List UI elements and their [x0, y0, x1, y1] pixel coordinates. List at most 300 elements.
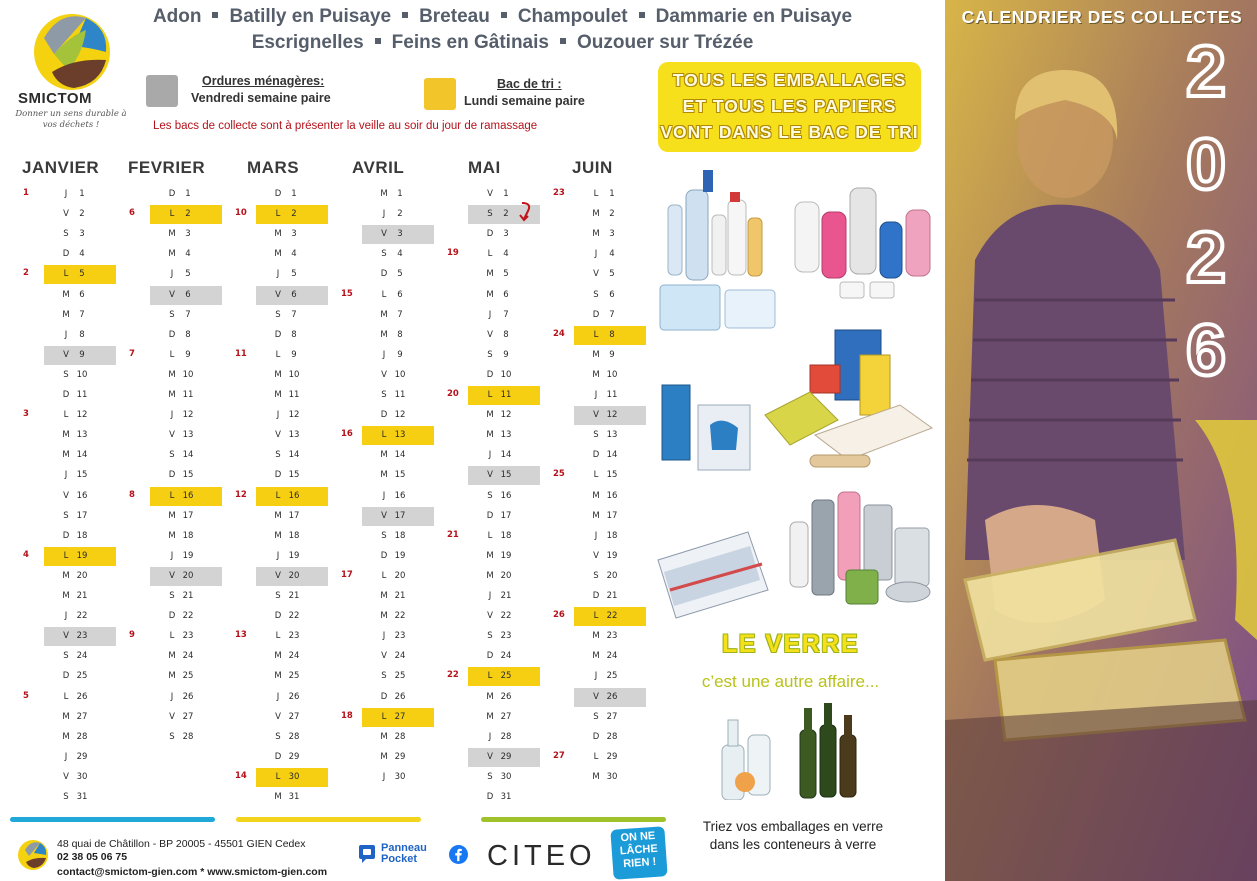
day-of-week: M	[592, 349, 600, 360]
day-row-ordures	[44, 627, 116, 646]
day-number: 28	[182, 731, 194, 742]
day-number: 29	[394, 751, 406, 762]
day-of-week: J	[594, 249, 598, 260]
day-number: 29	[76, 751, 88, 762]
day-row	[150, 185, 222, 204]
day-row	[574, 265, 646, 284]
day-row	[256, 326, 328, 345]
day-of-week: S	[63, 229, 69, 240]
day-row	[362, 688, 434, 707]
day-number: 13	[182, 430, 194, 441]
day-row	[44, 185, 116, 204]
day-of-week: M	[380, 751, 388, 762]
day-row	[574, 527, 646, 546]
day-number: 18	[288, 530, 300, 541]
day-number: 8	[609, 329, 615, 340]
day-row	[574, 286, 646, 305]
day-of-week: M	[62, 570, 70, 581]
day-number: 23	[182, 631, 194, 642]
day-row-tri	[256, 768, 328, 787]
day-of-week: L	[63, 550, 69, 561]
day-of-week: J	[170, 269, 174, 280]
day-row	[468, 306, 540, 325]
day-row-tri	[574, 326, 646, 345]
day-number: 1	[79, 189, 85, 199]
day-of-week: D	[274, 329, 282, 340]
day-number: 31	[76, 792, 88, 802]
panneau-pocket-line: Panneau	[381, 842, 427, 854]
day-row	[150, 326, 222, 345]
day-number: 30	[394, 771, 406, 782]
week-number: 19	[447, 248, 459, 259]
day-of-week: V	[63, 490, 69, 501]
day-number: 6	[397, 289, 403, 300]
day-row	[574, 185, 646, 204]
day-row-ordures	[468, 466, 540, 485]
day-number: 6	[79, 289, 85, 300]
day-of-week: D	[274, 611, 282, 622]
day-number: 27	[394, 711, 406, 722]
day-row	[362, 527, 434, 546]
day-number: 7	[291, 309, 297, 320]
day-number: 16	[606, 490, 618, 501]
day-number: 17	[182, 510, 194, 521]
day-row-tri	[150, 487, 222, 506]
day-of-week: L	[381, 570, 387, 581]
day-row	[574, 346, 646, 365]
tri-title: Bac de tri :	[497, 77, 562, 91]
day-of-week: S	[487, 631, 493, 642]
day-row	[150, 466, 222, 485]
day-row	[468, 788, 540, 807]
day-of-week: M	[168, 671, 176, 682]
day-row	[362, 386, 434, 405]
day-row	[256, 406, 328, 425]
day-row	[574, 567, 646, 586]
day-of-week: L	[169, 490, 175, 501]
day-number: 15	[182, 470, 194, 481]
day-number: 11	[76, 390, 88, 400]
day-number: 25	[182, 671, 194, 682]
commune-name: Batilly en Puisaye	[229, 6, 392, 27]
day-of-week: M	[592, 771, 600, 782]
commune-name: Champoulet	[517, 6, 628, 27]
badge-line: ON NE	[620, 829, 656, 845]
day-row	[256, 607, 328, 626]
day-of-week: D	[168, 189, 176, 199]
day-row	[574, 306, 646, 325]
panneau-pocket-line: Pocket	[381, 853, 418, 865]
day-row-tri	[574, 607, 646, 626]
commune-name: Dammarie en Puisaye	[655, 6, 853, 27]
day-of-week: D	[380, 410, 388, 421]
day-number: 21	[76, 591, 88, 601]
day-number: 22	[500, 611, 512, 622]
day-of-week: M	[274, 510, 282, 521]
day-number: 18	[76, 530, 88, 541]
day-row	[150, 346, 222, 365]
day-of-week: J	[64, 751, 68, 762]
day-of-week: L	[487, 390, 493, 400]
day-row	[468, 326, 540, 345]
week-number: 24	[553, 328, 565, 339]
day-row	[150, 547, 222, 566]
tri-schedule: Lundi semaine paire	[464, 94, 585, 108]
month-name: JANVIER	[22, 158, 100, 177]
day-row-ordures	[574, 406, 646, 425]
day-of-week: V	[169, 711, 175, 722]
day-number: 6	[291, 289, 297, 300]
day-of-week: V	[487, 189, 493, 199]
day-row	[362, 748, 434, 767]
day-number: 24	[500, 651, 512, 662]
day-number: 21	[394, 591, 406, 601]
day-number: 2	[503, 209, 509, 220]
verre-subtitle: c’est une autre affaire...	[701, 672, 880, 691]
day-number: 19	[288, 550, 300, 561]
day-number: 6	[185, 289, 191, 300]
day-of-week: L	[593, 470, 599, 481]
ordures-schedule: Vendredi semaine paire	[191, 91, 331, 105]
day-number: 11	[288, 390, 300, 400]
day-number: 27	[500, 711, 512, 722]
day-of-week: L	[169, 349, 175, 360]
day-row	[256, 587, 328, 606]
day-number: 21	[500, 591, 512, 601]
day-number: 29	[606, 751, 618, 762]
day-row	[468, 426, 540, 445]
day-number: 11	[394, 390, 406, 400]
day-number: 1	[397, 189, 403, 199]
day-of-week: L	[63, 269, 69, 280]
day-number: 6	[503, 289, 509, 300]
day-of-week: L	[487, 249, 493, 260]
day-row	[256, 647, 328, 666]
day-of-week: J	[594, 390, 598, 400]
day-of-week: V	[487, 751, 493, 762]
week-number: 7	[129, 348, 135, 359]
day-number: 11	[182, 390, 194, 400]
day-of-week: V	[275, 570, 281, 581]
day-number: 25	[394, 671, 406, 682]
day-row	[44, 426, 116, 445]
day-row	[150, 647, 222, 666]
day-number: 31	[288, 792, 300, 802]
day-row	[256, 708, 328, 727]
day-of-week: L	[169, 631, 175, 642]
tri-message-line: TOUS LES EMBALLAGES	[672, 70, 907, 90]
collection-reminder: Les bacs de collecte sont à présenter la veille au soir du jour de ramassage	[153, 120, 538, 132]
day-number: 20	[288, 570, 300, 581]
year-digit: 0	[1185, 125, 1227, 205]
day-of-week: L	[381, 289, 387, 300]
day-number: 13	[394, 430, 406, 441]
day-of-week: S	[487, 490, 493, 501]
day-of-week: J	[170, 410, 174, 421]
day-row	[574, 466, 646, 485]
day-row	[44, 647, 116, 666]
day-row	[256, 788, 328, 807]
day-number: 24	[606, 651, 618, 662]
day-of-week: M	[168, 510, 176, 521]
day-of-week: M	[592, 369, 600, 380]
day-number: 3	[291, 229, 297, 240]
day-row	[362, 587, 434, 606]
day-of-week: J	[276, 269, 280, 280]
day-row	[44, 688, 116, 707]
decorative-bar	[481, 817, 666, 822]
day-of-week: D	[486, 369, 494, 380]
verre-note-line: dans les conteneurs à verre	[709, 837, 877, 852]
day-row	[574, 366, 646, 385]
day-number: 8	[397, 329, 403, 340]
week-number: 18	[341, 710, 353, 721]
day-number: 17	[394, 510, 406, 521]
day-number: 2	[397, 209, 403, 220]
recyclable-products-illustration	[650, 160, 945, 800]
day-row	[44, 487, 116, 506]
day-row-tri	[362, 426, 434, 445]
day-row	[256, 245, 328, 264]
day-of-week: D	[486, 651, 494, 662]
day-number: 3	[397, 229, 403, 240]
day-number: 30	[76, 771, 88, 782]
day-of-week: M	[486, 289, 494, 300]
day-row	[44, 587, 116, 606]
day-number: 26	[182, 691, 194, 702]
day-number: 4	[397, 249, 403, 260]
day-number: 26	[394, 691, 406, 702]
week-number: 11	[235, 348, 247, 359]
day-of-week: J	[382, 209, 386, 220]
week-number: 2	[23, 268, 29, 279]
day-row	[468, 647, 540, 666]
day-of-week: M	[592, 510, 600, 521]
footer-contact[interactable]: contact@smictom-gien.com * www.smictom-gien.com	[57, 866, 328, 878]
day-row	[150, 627, 222, 646]
day-row-tri	[256, 205, 328, 224]
day-row	[150, 245, 222, 264]
day-number: 6	[609, 289, 615, 300]
day-number: 25	[606, 671, 618, 682]
day-number: 4	[609, 249, 615, 260]
day-of-week: L	[275, 631, 281, 642]
day-of-week: S	[487, 771, 493, 782]
day-of-week: S	[487, 349, 493, 360]
day-row	[256, 306, 328, 325]
day-row	[256, 667, 328, 686]
day-row	[362, 547, 434, 566]
banner-title: CALENDRIER DES COLLECTES	[961, 7, 1243, 27]
day-of-week: M	[486, 269, 494, 280]
day-number: 7	[503, 309, 509, 320]
day-row	[44, 245, 116, 264]
decorative-bar	[10, 817, 215, 822]
day-number: 18	[606, 530, 618, 541]
day-of-week: S	[593, 430, 599, 441]
day-number: 3	[503, 229, 509, 240]
day-of-week: M	[274, 792, 282, 802]
week-number: 16	[341, 429, 353, 440]
papers-metal-icon	[658, 492, 930, 618]
day-of-week: M	[380, 591, 388, 601]
day-of-week: M	[592, 229, 600, 240]
day-number: 28	[606, 731, 618, 742]
day-number: 21	[288, 591, 300, 601]
week-number: 6	[129, 208, 135, 219]
day-row-tri	[468, 667, 540, 686]
day-row	[362, 768, 434, 787]
day-of-week: L	[169, 209, 175, 220]
day-number: 10	[606, 369, 618, 380]
day-row	[362, 728, 434, 747]
day-of-week: V	[487, 611, 493, 622]
day-number: 22	[394, 611, 406, 622]
day-row-ordures	[150, 286, 222, 305]
day-number: 4	[79, 249, 85, 260]
day-number: 19	[500, 550, 512, 561]
day-number: 10	[500, 369, 512, 380]
day-of-week: M	[486, 430, 494, 441]
day-row	[256, 386, 328, 405]
day-number: 5	[79, 269, 85, 280]
day-of-week: D	[486, 229, 494, 240]
day-number: 15	[76, 470, 88, 481]
panneau-pocket-icon[interactable]	[357, 844, 377, 864]
month-name: FEVRIER	[128, 158, 206, 177]
day-number: 14	[500, 450, 512, 461]
day-number: 20	[500, 570, 512, 581]
week-number: 3	[23, 409, 29, 420]
day-number: 9	[291, 349, 297, 360]
day-number: 2	[609, 209, 615, 220]
day-row	[150, 265, 222, 284]
day-number: 16	[76, 490, 88, 501]
day-of-week: M	[168, 651, 176, 662]
day-row	[256, 426, 328, 445]
day-row	[468, 708, 540, 727]
day-number: 3	[79, 229, 85, 240]
day-row	[468, 507, 540, 526]
day-of-week: D	[168, 611, 176, 622]
day-number: 2	[185, 209, 191, 220]
day-of-week: M	[486, 691, 494, 702]
day-row	[44, 527, 116, 546]
footer-phone[interactable]: 02 38 05 06 75	[57, 851, 128, 863]
day-of-week: J	[64, 611, 68, 622]
day-number: 19	[606, 550, 618, 561]
day-of-week: J	[170, 550, 174, 561]
commune-name: Ouzouer sur Trézée	[576, 32, 754, 53]
day-of-week: M	[62, 711, 70, 722]
day-number: 30	[288, 771, 300, 782]
day-of-week: V	[63, 771, 69, 782]
day-row	[574, 708, 646, 727]
day-row	[150, 386, 222, 405]
day-of-week: M	[62, 450, 70, 461]
day-row	[150, 306, 222, 325]
day-of-week: D	[62, 530, 70, 541]
day-row	[44, 326, 116, 345]
day-of-week: M	[380, 309, 388, 320]
day-number: 1	[609, 189, 615, 199]
day-row	[256, 627, 328, 646]
day-of-week: L	[593, 189, 599, 199]
day-row	[150, 446, 222, 465]
day-of-week: M	[62, 309, 70, 320]
day-of-week: V	[381, 510, 387, 521]
day-of-week: L	[275, 209, 281, 220]
day-row	[44, 306, 116, 325]
verre-note	[668, 818, 918, 854]
day-row	[362, 286, 434, 305]
commune-name: Breteau	[419, 6, 490, 27]
verre-title: LE VERRE	[721, 630, 860, 658]
week-number: 23	[553, 188, 565, 198]
day-number: 15	[394, 470, 406, 481]
day-row	[44, 386, 116, 405]
day-of-week: S	[593, 570, 599, 581]
day-number: 5	[503, 269, 509, 280]
day-number: 8	[503, 329, 509, 340]
day-of-week: M	[274, 530, 282, 541]
smictom-small-logo	[16, 838, 50, 872]
day-row	[574, 748, 646, 767]
day-number: 26	[606, 691, 618, 702]
day-of-week: V	[275, 289, 281, 300]
day-row-ordures	[256, 286, 328, 305]
day-number: 7	[397, 309, 403, 320]
day-row	[362, 205, 434, 224]
day-of-week: S	[275, 591, 281, 601]
day-of-week: J	[488, 591, 492, 601]
facebook-icon[interactable]	[449, 845, 468, 864]
day-number: 19	[394, 550, 406, 561]
day-number: 19	[182, 550, 194, 561]
day-row	[574, 426, 646, 445]
day-row	[150, 688, 222, 707]
day-of-week: D	[592, 591, 600, 601]
day-row	[44, 667, 116, 686]
day-of-week: J	[64, 189, 68, 199]
logo-slogan: Donner un sens durable à vos déchets !	[15, 109, 127, 130]
day-of-week: D	[168, 329, 176, 340]
day-of-week: S	[381, 530, 387, 541]
day-of-week: M	[592, 490, 600, 501]
day-of-week: D	[62, 671, 70, 682]
day-number: 13	[288, 430, 300, 441]
day-of-week: J	[170, 691, 174, 702]
day-row-ordures	[362, 225, 434, 244]
day-of-week: M	[274, 651, 282, 662]
day-row	[44, 225, 116, 244]
day-number: 14	[182, 450, 194, 461]
day-number: 11	[500, 390, 512, 400]
day-number: 26	[500, 691, 512, 702]
day-number: 27	[606, 711, 618, 722]
day-row	[362, 306, 434, 325]
day-number: 13	[500, 430, 512, 441]
day-row	[362, 446, 434, 465]
month-name: JUIN	[572, 158, 613, 177]
day-row-tri	[44, 265, 116, 284]
badge-line: LÂCHE	[619, 842, 659, 858]
day-row	[468, 547, 540, 566]
panneau-pocket-label[interactable]	[381, 843, 427, 865]
day-row	[44, 748, 116, 767]
logo-brand: SMICTOM	[18, 90, 93, 107]
day-row	[574, 225, 646, 244]
